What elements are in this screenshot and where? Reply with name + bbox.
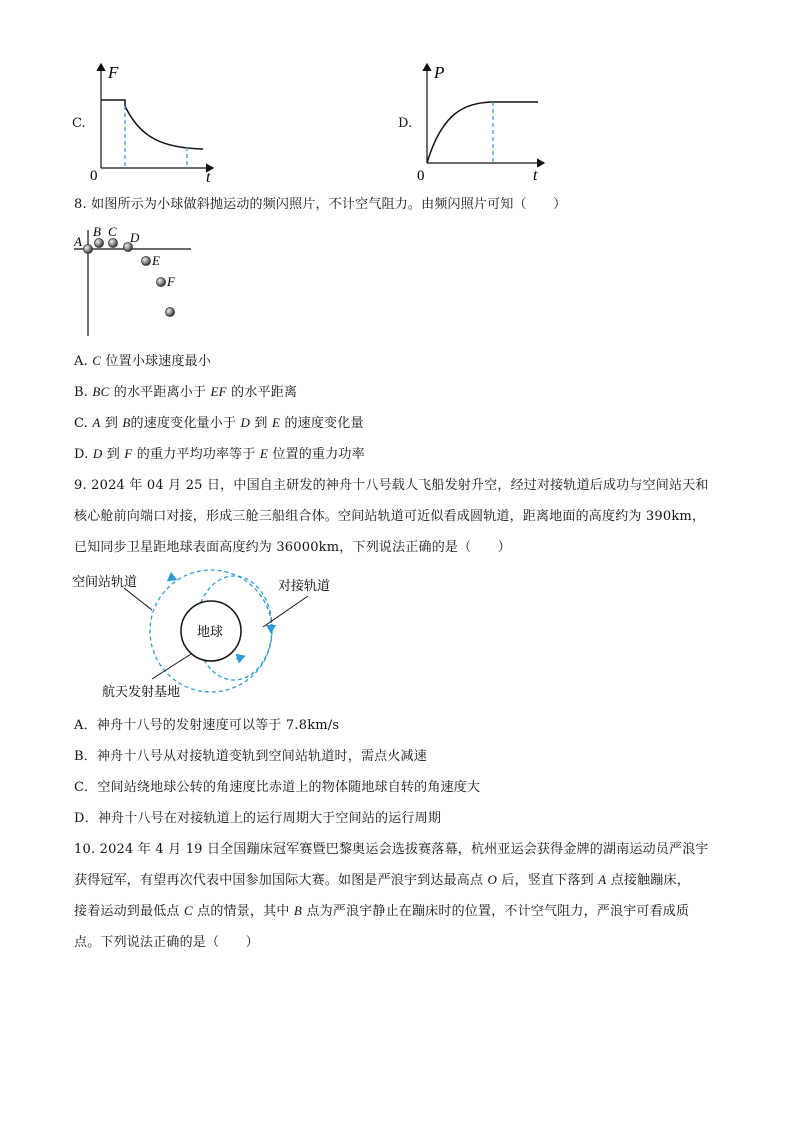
q10-stem-line-1: 10. 2024 年 4 月 19 日全国蹦床冠军赛暨巴黎奥运会选拔赛落幕，杭州亚运会获得金牌的湖南运动员严浪宇 bbox=[74, 842, 709, 857]
origin-label: 0 bbox=[90, 168, 98, 184]
origin-label: 0 bbox=[417, 168, 425, 184]
q8-stem: 8. 如图所示为小球做斜抛运动的频闪照片，不计空气阻力。由频闪照片可知（ ） bbox=[74, 197, 567, 212]
ball-e bbox=[142, 257, 151, 266]
ball-c bbox=[109, 239, 118, 248]
graph-d-label: D. bbox=[398, 116, 413, 131]
y-axis-label: F bbox=[108, 63, 119, 82]
label-a: A bbox=[74, 234, 82, 249]
ball-b bbox=[95, 239, 104, 248]
q9-stem-line-3: 已知同步卫星距地球表面高度约为 36000km，下列说法正确的是（ ） bbox=[74, 540, 511, 555]
force-curve bbox=[101, 100, 203, 149]
q10-stem-line-2: 获得冠军，有望再次代表中国参加国际大赛。如图是严浪宇到达最高点 O 后，竖直下落到 A 点接触蹦床， bbox=[74, 872, 690, 888]
ball-f bbox=[157, 278, 166, 287]
y-axis-label: P bbox=[434, 63, 445, 82]
pointer-launch-base bbox=[152, 654, 191, 679]
launch-direction-arrow bbox=[236, 657, 242, 659]
q8-option-b[interactable]: B. BC 的水平距离小于 EF 的水平距离 bbox=[74, 384, 298, 400]
label-f: F bbox=[167, 274, 175, 289]
graph-d bbox=[414, 58, 549, 184]
q8-photo-diagram bbox=[70, 222, 195, 340]
pointer-station-orbit bbox=[124, 588, 152, 610]
label-docking-orbit: 对接轨道 bbox=[278, 578, 331, 593]
label-b: B bbox=[93, 224, 101, 239]
label-e: E bbox=[152, 253, 160, 268]
ball-g bbox=[166, 308, 175, 317]
q9-stem-line-1: 9. 2024 年 04 月 25 日，中国自主研发的神舟十八号载人飞船发射升空，经过对接轨道后成功与空间站天和 bbox=[74, 478, 709, 493]
q10-stem-line-3: 接着运动到最低点 C 点的情景，其中 B 点为严浪宇静止在蹦床时的位置，不计空气阻力，严浪宇可看成质 bbox=[74, 903, 690, 919]
x-axis-label: t bbox=[533, 167, 538, 184]
q10-stem-line-4: 点。下列说法正确的是（ ） bbox=[74, 935, 259, 950]
q9-option-c[interactable]: C．空间站绕地球公转的角速度比赤道上的物体随地球自转的角速度大 bbox=[74, 780, 481, 795]
q8-option-a[interactable]: A. C 位置小球速度最小 bbox=[74, 353, 212, 369]
power-curve bbox=[427, 102, 538, 163]
x-axis-label: t bbox=[206, 169, 211, 184]
label-d: D bbox=[130, 230, 140, 245]
label-earth: 地球 bbox=[197, 624, 224, 639]
q9-orbit-diagram bbox=[66, 566, 356, 704]
label-c: C bbox=[108, 224, 117, 239]
q9-option-a[interactable]: A．神舟十八号的发射速度可以等于 7.8km/s bbox=[74, 718, 340, 733]
orbit-direction-arrow bbox=[170, 576, 174, 579]
graph-c bbox=[88, 58, 218, 184]
q9-option-d[interactable]: D．神舟十八号在对接轨道上的运行周期大于空间站的运行周期 bbox=[74, 811, 442, 826]
graph-c-label: C. bbox=[72, 116, 86, 131]
label-station-orbit: 空间站轨道 bbox=[72, 574, 138, 589]
q8-option-d[interactable]: D. D 到 F 的重力平均功率等于 E 位置的重力功率 bbox=[74, 446, 365, 462]
q9-stem-line-2: 核心舱前向端口对接，形成三舱三船组合体。空间站轨道可近似看成圆轨道，距离地面的高度约为 390km， bbox=[74, 509, 706, 524]
ball-a bbox=[84, 245, 93, 254]
q9-option-b[interactable]: B．神舟十八号从对接轨道变轨到空间站轨道时，需点火减速 bbox=[74, 749, 427, 764]
q8-option-c[interactable]: C. A 到 B的速度变化量小于 D 到 E 的速度变化量 bbox=[74, 415, 364, 431]
label-launch-base: 航天发射基地 bbox=[102, 684, 181, 699]
